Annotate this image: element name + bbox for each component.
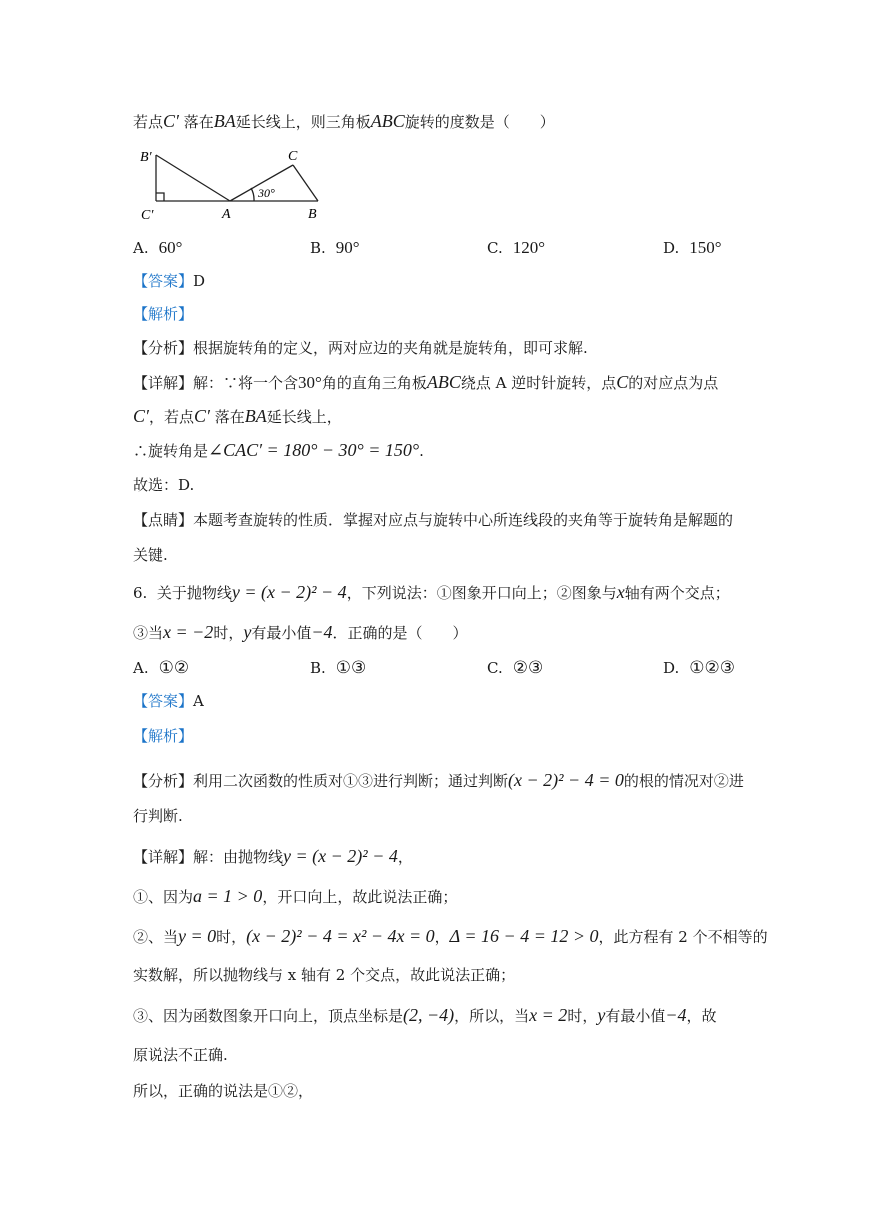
q6-stem-1 [133,582,730,603]
option-value: 90° [335,238,360,257]
option-letter: B. [310,239,326,257]
q5-option-a[interactable] [133,238,182,258]
option-letter: A. [133,239,149,257]
label-b-prime: B′ [140,150,152,165]
text: ，所以，当 [454,1007,530,1025]
label-c-prime: C′ [141,208,154,223]
text: . [419,442,424,460]
text: 延长线上， [266,408,342,426]
q6-point-2a [133,926,768,947]
option-value: ①② [158,658,190,677]
q5-xiangjie-1 [133,372,718,393]
text: 的对应点为点 [628,374,719,392]
math: C [616,372,629,392]
dianjing-tag: 【点睛】 [133,511,194,529]
option-value: 120° [512,238,546,257]
text: 有最小值 [251,624,312,642]
q5-answer [133,271,205,291]
option-letter: B. [310,659,326,677]
q5-choose [133,475,194,495]
text: 故选：D. [133,476,195,494]
math: ABC [370,111,405,131]
q5-dianjing-2 [133,545,168,565]
text: ， [434,928,450,946]
q6-point-1 [133,886,457,907]
text: 轴有两个交点； [624,584,730,602]
math: −4 [665,1005,687,1025]
option-value: 150° [689,238,722,257]
text: 解：∵将一个含 [193,374,299,392]
text: 有最小值 [605,1007,666,1025]
text: 实数解，所以抛物线与 x 轴有 2 个交点，故此说法正确； [133,966,516,984]
math: BA [213,111,236,131]
text: ①、因为 [133,888,194,906]
q5-stem [133,111,555,132]
math: ∠CAC′ = 180° − 30° = 150° [208,440,420,460]
q6-stem-2 [133,622,468,643]
option-letter: D. [663,659,680,677]
q6-option-a[interactable] [133,658,189,678]
text: 时， [216,928,247,946]
math: C′ [193,406,210,426]
math: (2, −4) [403,1005,455,1025]
math: C′ [133,406,149,426]
math: y = (x − 2)² − 4 [283,846,398,866]
analysis-tag: 【解析】 [133,727,194,745]
q6-point-3a [133,1005,717,1026]
text: ③、因为函数图象开口向上，顶点坐标是 [133,1007,404,1025]
option-letter: A. [133,659,149,677]
math: (x − 2)² − 4 = x² − 4x = 0 [246,926,435,946]
text: 时， [213,624,244,642]
text: 关于抛物线 [156,584,232,602]
text: 利用二次函数的性质对①③进行判断；通过判断 [193,772,509,790]
q6-option-c[interactable] [487,658,543,678]
math: y [243,622,252,642]
math: x = 2 [529,1005,568,1025]
text: ， [397,848,413,866]
q5-option-c[interactable] [487,238,545,258]
text: ．正确的是（ ） [332,624,468,642]
text: ，若点 [148,408,194,426]
label-c: C [288,149,298,164]
answer-tag: 【答案】 [133,692,194,710]
label-a: A [222,207,231,222]
text: 落在 [183,113,214,131]
option-value: ①②③ [689,658,735,677]
text: 若点 [133,113,164,131]
q5-dianjing-1 [133,510,733,530]
text: 角的直角三角板 [321,374,427,392]
math: a = 1 > 0 [193,886,263,906]
label-b: B [308,207,317,222]
xiangjie-tag: 【详解】 [133,848,194,866]
math: x [616,582,625,602]
text: 解：由抛物线 [193,848,284,866]
option-letter: C. [487,659,503,677]
math: x = −2 [163,622,214,642]
q6-answer [133,691,204,711]
text: 延长线上，则三角板 [235,113,371,131]
math: Δ = 16 − 4 = 12 > 0 [449,926,599,946]
answer-value: D [193,272,206,290]
text: ∴旋转角是 [133,442,209,460]
text: 根据旋转角的定义，两对应边的夹角就是旋转角，即可求解. [193,339,588,357]
q6-fenxi-1 [133,770,744,791]
q6-option-b[interactable] [310,658,366,678]
text: 原说法不正确. [133,1046,228,1064]
text: ，开口向上，故此说法正确； [262,888,458,906]
fenxi-tag: 【分析】 [133,339,194,357]
math: C′ [163,111,179,131]
q6-fenxi-2 [133,806,183,826]
q6-analysis-heading [133,726,193,746]
label-angle: 30° [258,186,275,200]
q6-point-3b [133,1045,228,1065]
text: 时， [567,1007,598,1025]
answer-tag: 【答案】 [133,272,194,290]
answer-value: A [193,692,204,710]
analysis-tag: 【解析】 [133,305,194,323]
text: ，此方程有 2 个不相等的 [598,928,768,946]
q5-option-d[interactable] [663,238,722,258]
text: 的根的情况对②进 [623,772,744,790]
math: ABC [426,372,461,392]
math: y = 0 [178,926,217,946]
math: −4 [311,622,333,642]
q6-final [133,1081,313,1101]
q5-analysis-heading [133,304,193,324]
q5-conclusion [133,440,424,461]
text: 关键. [133,546,168,564]
text: 落在 [214,408,245,426]
option-letter: D. [663,239,680,257]
math: BA [244,406,267,426]
fenxi-tag: 【分析】 [133,772,194,790]
text: ，故 [686,1007,717,1025]
text: 所以，正确的说法是①②， [133,1082,314,1100]
rotation-figure [138,145,338,225]
text: ③当 [133,624,164,642]
math: y [597,1005,606,1025]
text: ，下列说法：①图象开口向上；②图象与 [346,584,617,602]
math: y = (x − 2)² − 4 [231,582,347,602]
question-number: 6. [133,584,148,602]
q5-option-b[interactable] [310,238,360,258]
q5-xiangjie-2 [133,406,342,427]
text: ②、当 [133,928,179,946]
option-value: ①③ [335,658,367,677]
math: 30° [298,373,322,392]
option-letter: C. [487,239,503,257]
text: 绕点 A 逆时针旋转，点 [460,374,617,392]
text: 行判断. [133,807,183,825]
option-value: ②③ [512,658,544,677]
q6-xiangjie [133,846,413,867]
text: 旋转的度数是（ ） [404,113,555,131]
q5-fenxi [133,338,588,358]
text: 本题考查旋转的性质．掌握对应点与旋转中心所连线段的夹角等于旋转角是解题的 [193,511,734,529]
math: (x − 2)² − 4 = 0 [508,770,624,790]
q6-point-2b [133,965,515,985]
option-value: 60° [158,238,183,257]
q6-option-d[interactable] [663,658,735,678]
xiangjie-tag: 【详解】 [133,374,194,392]
